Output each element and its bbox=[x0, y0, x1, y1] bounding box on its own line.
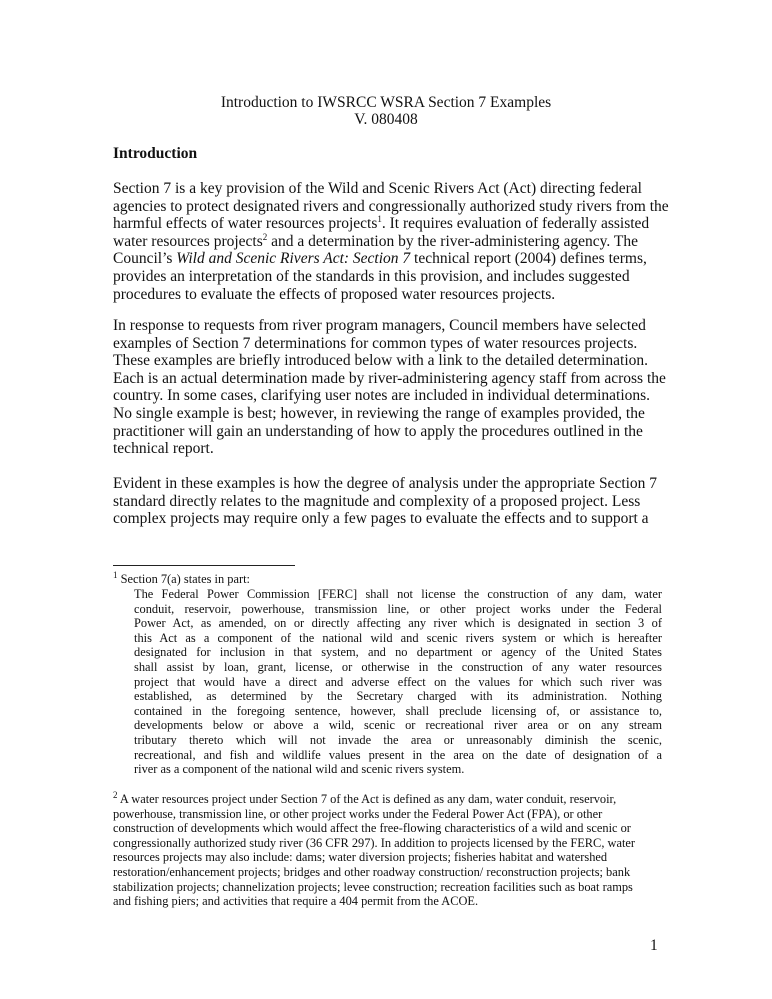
footnote-1-quote bbox=[134, 587, 662, 777]
line-text: water resources projects bbox=[113, 232, 263, 250]
footnote-line bbox=[113, 789, 673, 807]
paragraph-1 bbox=[113, 180, 673, 303]
footnote-2 bbox=[113, 789, 673, 909]
paragraph-line: These examples are briefly introduced below with a link to the detailed determination. bbox=[113, 352, 648, 370]
paragraph-line: procedures to evaluate the effects of proposed water resources projects. bbox=[113, 285, 556, 303]
line-text: technical report (2004) defines terms, bbox=[410, 250, 647, 268]
line-text: harmful effects of water resources projects bbox=[113, 215, 378, 233]
quote-line: established, as determined by the Secretary charged with its administration. Nothing bbox=[134, 689, 662, 704]
footnote-ref-2[interactable]: 2 bbox=[262, 231, 268, 242]
paragraph-2 bbox=[113, 317, 673, 458]
quote-line: Power Act, as amended, on or directly affecting any river which is designated in section 3 of bbox=[134, 616, 662, 631]
quote-line: tributary thereto which will not invade the area or unreasonably diminish the scenic, bbox=[134, 732, 662, 747]
footnote-line: resources projects may also include: dams; water diversion projects; fisheries habitat and watershed bbox=[113, 850, 608, 865]
paragraph-line bbox=[113, 233, 673, 251]
paragraph-line: Each is an actual determination made by river-administering agency staff from across the bbox=[113, 369, 666, 387]
quote-line: developments below or above a wild, scenic or recreational river area or on any stream bbox=[134, 718, 662, 733]
report-title-italic: Wild and Scenic Rivers Act: Section 7 bbox=[176, 250, 411, 268]
paragraph-line: examples of Section 7 determinations for common types of water resources projects. bbox=[113, 334, 638, 352]
quote-line: conduit, reservoir, powerhouse, transmission line, or other project works under the Federal bbox=[134, 601, 662, 616]
paragraph-line: country. In some cases, clarifying user notes are included in individual determinations. bbox=[113, 387, 651, 405]
line-text: Section 7(a) states in part: bbox=[117, 572, 250, 586]
paragraph-line bbox=[113, 215, 673, 233]
footnote-marker: 2 bbox=[113, 789, 118, 800]
quote-line: The Federal Power Commission [FERC] shall not license the construction of any dam, water bbox=[134, 587, 662, 601]
paragraph-line: complex projects may require only a few pages to evaluate the effects and to support a bbox=[113, 510, 649, 528]
footnote-ref-1[interactable]: 1 bbox=[377, 214, 382, 225]
footnote-intro bbox=[113, 569, 673, 587]
paragraph-line bbox=[113, 250, 673, 268]
quote-line: river as a component of the national wild and scenic rivers system. bbox=[134, 762, 465, 777]
quote-line: project that would have a direct and adverse effect on the values for which such river was bbox=[134, 674, 662, 689]
footnote-line: restoration/enhancement projects; bridges and other roadway construction/ reconstruction projects; bank bbox=[113, 864, 631, 879]
footnote-marker: 1 bbox=[113, 569, 118, 580]
paragraph-line: Evident in these examples is how the degree of analysis under the appropriate Section 7 bbox=[113, 475, 658, 492]
paragraph-line: standard directly relates to the magnitude and complexity of a proposed project. Less bbox=[113, 492, 641, 510]
document-version: V. 080408 bbox=[354, 111, 418, 128]
paragraph-line: No single example is best; however, in reviewing the range of examples provided, the bbox=[113, 404, 645, 422]
footnote-separator bbox=[113, 565, 295, 566]
footnote-1 bbox=[113, 569, 673, 587]
paragraph-line: technical report. bbox=[113, 440, 214, 458]
page-number: 1 bbox=[650, 937, 658, 954]
paragraph-3 bbox=[113, 475, 673, 528]
paragraph-line: practitioner will gain an understanding of how to apply the procedures outlined in the bbox=[113, 422, 643, 440]
paragraph-line: provides an interpretation of the standards in this provision, and includes suggested bbox=[113, 267, 630, 285]
paragraph-line: Section 7 is a key provision of the Wild and Scenic Rivers Act (Act) directing federal bbox=[113, 180, 642, 197]
line-text: A water resources project under Section 7 of the Act is defined as any dam, water conduit, reservoir, bbox=[117, 792, 617, 806]
footnote-line: powerhouse, transmission line, or other project works under the Federal Power Act (FPA), or other bbox=[113, 806, 603, 821]
footnote-line: stabilization projects; channelization projects; levee construction; recreation facilities such as boat ramps bbox=[113, 879, 633, 894]
quote-line: this Act as a component of the national wild and scenic rivers system or which is hereafter bbox=[134, 630, 662, 645]
quote-line: shall assist by loan, grant, license, or otherwise in the construction of any water resources bbox=[134, 659, 662, 674]
footnote-line: congressionally authorized study river (36 CFR 297). In addition to projects licensed by the FERC, water bbox=[113, 835, 636, 850]
quote-line: recreational, and fish and wildlife values present in the area on the date of designation of a bbox=[134, 747, 662, 762]
paragraph-line: In response to requests from river program managers, Council members have selected bbox=[113, 317, 646, 334]
line-text: . It requires evaluation of federally assisted bbox=[381, 215, 650, 233]
quote-line: contained in the foregoing sentence, however, shall preclude licensing of, or assistance to, bbox=[134, 703, 662, 718]
footnote-line: and fishing piers; and activities that require a 404 permit from the ACOE. bbox=[113, 894, 479, 909]
line-text: Council’s bbox=[113, 250, 177, 268]
line-text: and a determination by the river-administering agency. The bbox=[267, 232, 638, 250]
quote-line: designated for inclusion in that system, and no department or agency of the United States bbox=[134, 645, 662, 660]
document-title: Introduction to IWSRCC WSRA Section 7 Examples bbox=[220, 94, 552, 111]
section-heading: Introduction bbox=[113, 145, 198, 162]
paragraph-line: agencies to protect designated rivers and congressionally authorized study rivers from the bbox=[113, 197, 669, 215]
footnote-line: construction of developments which would affect the free-flowing characteristics of a wild and scenic or bbox=[113, 821, 631, 836]
